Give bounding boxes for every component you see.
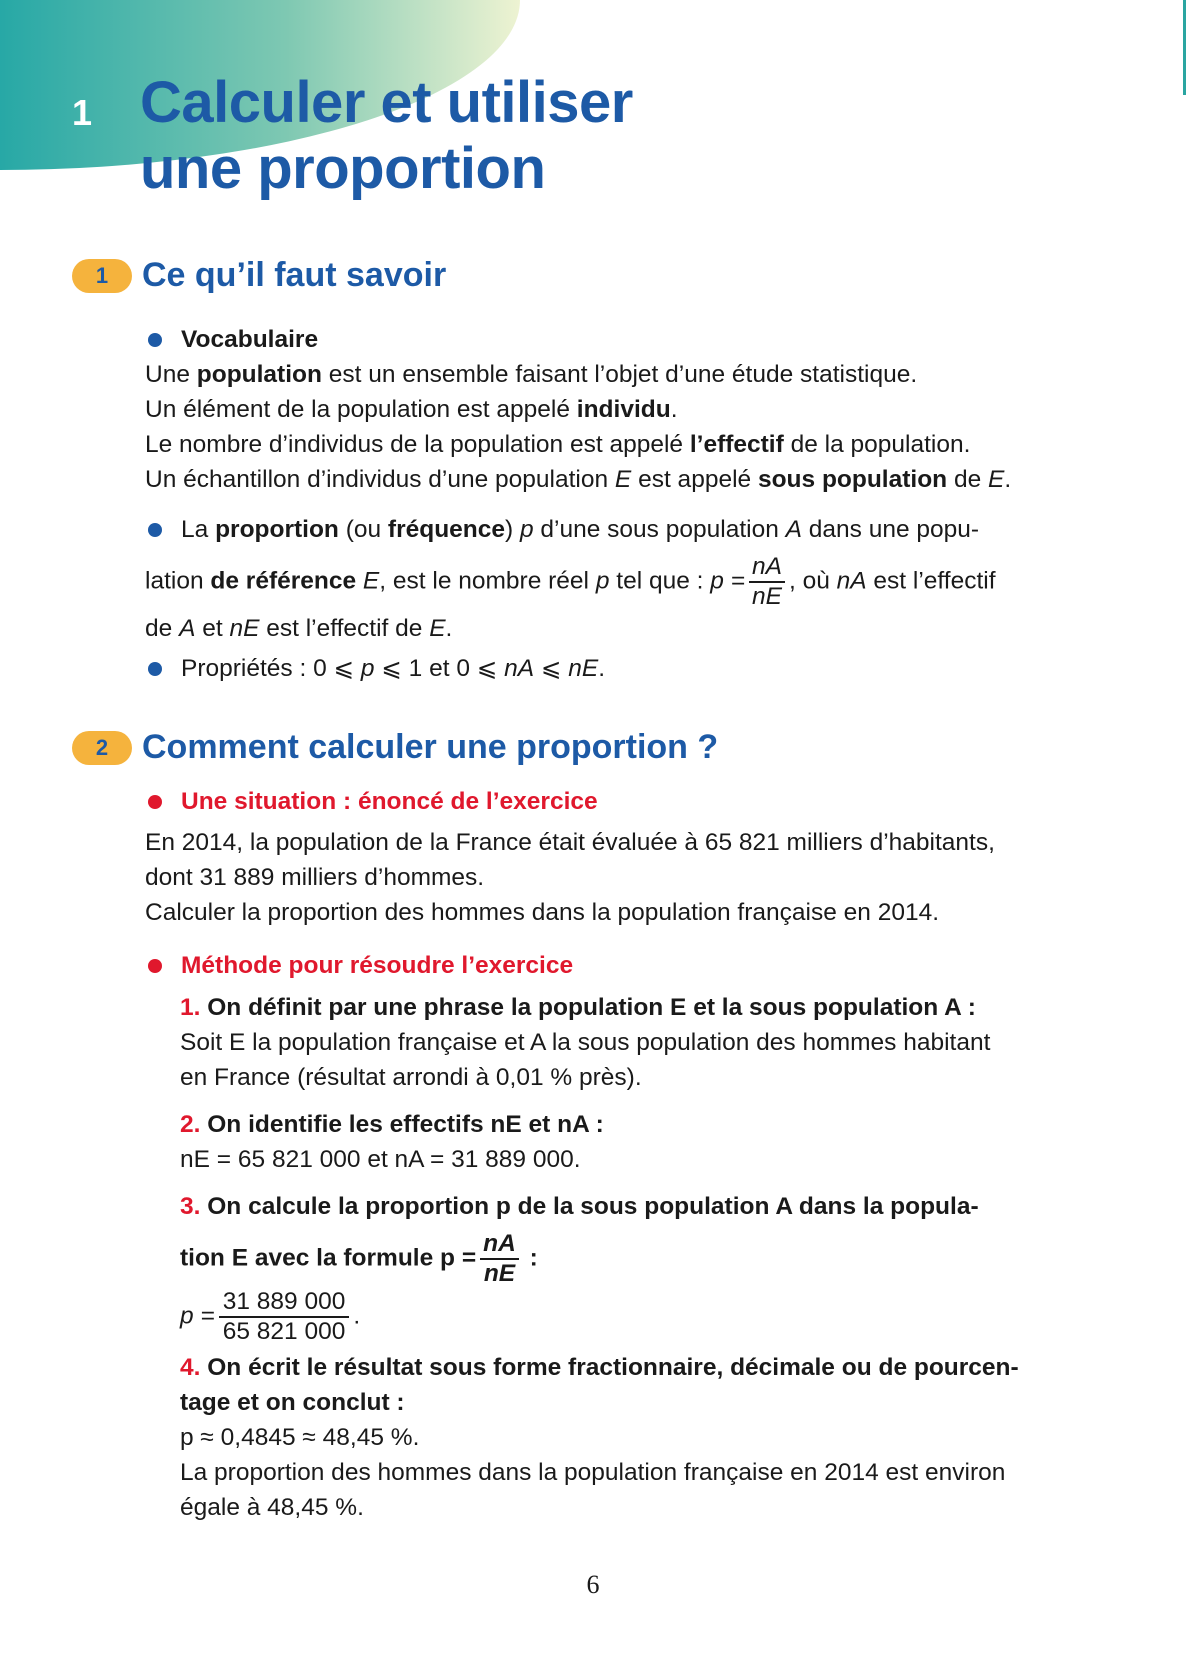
title-line-2: une proportion (140, 136, 546, 201)
properties: Propriétés : 0 ⩽ p ⩽ 1 et 0 ⩽ nA ⩽ nE. (145, 651, 1050, 686)
bullet-icon (148, 333, 162, 347)
section-2-title: Comment calculer une proportion ? (142, 728, 719, 766)
step-1: 1. On définit par une phrase la population E et la sous population A : Soit E la population française et A la sous population des hommes habitant en France (résultat arrondi à 0,01 % près). (180, 994, 991, 1091)
situation-block (145, 784, 1050, 930)
step-3: 3. On calcule la proportion p de la sous population A dans la popula- tion E avec la formule p = $\frac{nA}{nE}$ : p = $\frac{31 889 000}{65 821 000}$ . (180, 1193, 979, 1345)
section-1-heading (72, 256, 446, 295)
definition-effectif: Le nombre d’individus de la population est appelé l’effectif de la population. (145, 431, 971, 458)
method-steps (180, 990, 1050, 1525)
method-heading: Méthode pour résoudre l’exercice (145, 948, 1050, 983)
calculation-fraction: $\frac{31 889 000}{65 821 000}$ (219, 1288, 350, 1346)
bullet-icon (148, 959, 162, 973)
section-1-title: Ce qu’il faut savoir (142, 256, 447, 294)
vocabulary-heading: Vocabulaire (145, 322, 1050, 357)
title-line-1: Calculer et utiliser (140, 70, 633, 135)
method-block (145, 948, 1050, 983)
definition-individu: Un élément de la population est appelé individu. (145, 396, 678, 423)
situation-line: dont 31 889 milliers d’hommes. (145, 864, 485, 891)
step-4: 4. On écrit le résultat sous forme fractionnaire, décimale ou de pourcen- tage et on conclut : p ≈ 0,4845 ≈ 48,45 %. La proportion des hommes dans la population française en 2014 est environ égale à 48,45 %. (180, 1354, 1019, 1521)
section-2-badge: 2 (72, 731, 132, 765)
bullet-icon (148, 662, 162, 676)
page-title (140, 70, 633, 202)
section-1-badge: 1 (72, 259, 132, 293)
situation-line: En 2014, la population de la France était évaluée à 65 821 milliers d’habitants, (145, 829, 995, 856)
situation-line: Calculer la proportion des hommes dans la population française en 2014. (145, 899, 940, 926)
bullet-icon (148, 523, 162, 537)
page-number: 6 (586, 1570, 600, 1599)
definition-sous-population: Un échantillon d’individus d’une population E est appelé sous population de E. (145, 466, 1012, 493)
definition-population: Une population est un ensemble faisant l’objet d’une étude statistique. (145, 361, 918, 388)
step-2: 2. On identifie les effectifs nE et nA : nE = 65 821 000 et nA = 31 889 000. (180, 1111, 604, 1173)
situation-heading: Une situation : énoncé de l’exercice (145, 784, 1050, 819)
bullet-icon (148, 795, 162, 809)
vocabulary-block (145, 322, 1050, 497)
chapter-number: 1 (72, 92, 93, 133)
proportion-definition: La proportion (ou fréquence) p d’une sous population A dans une popu- lation de référence E, est le nombre réel p tel que : p = $\frac{nA}{nE}$ , où nA est l’effectif de A et nE est l’effectif de E. (145, 516, 996, 642)
section-2-heading (72, 728, 718, 767)
formula-fraction: $\frac{nA}{nE}$ (749, 553, 785, 611)
formula-fraction: $\frac{nA}{nE}$ (480, 1230, 519, 1288)
